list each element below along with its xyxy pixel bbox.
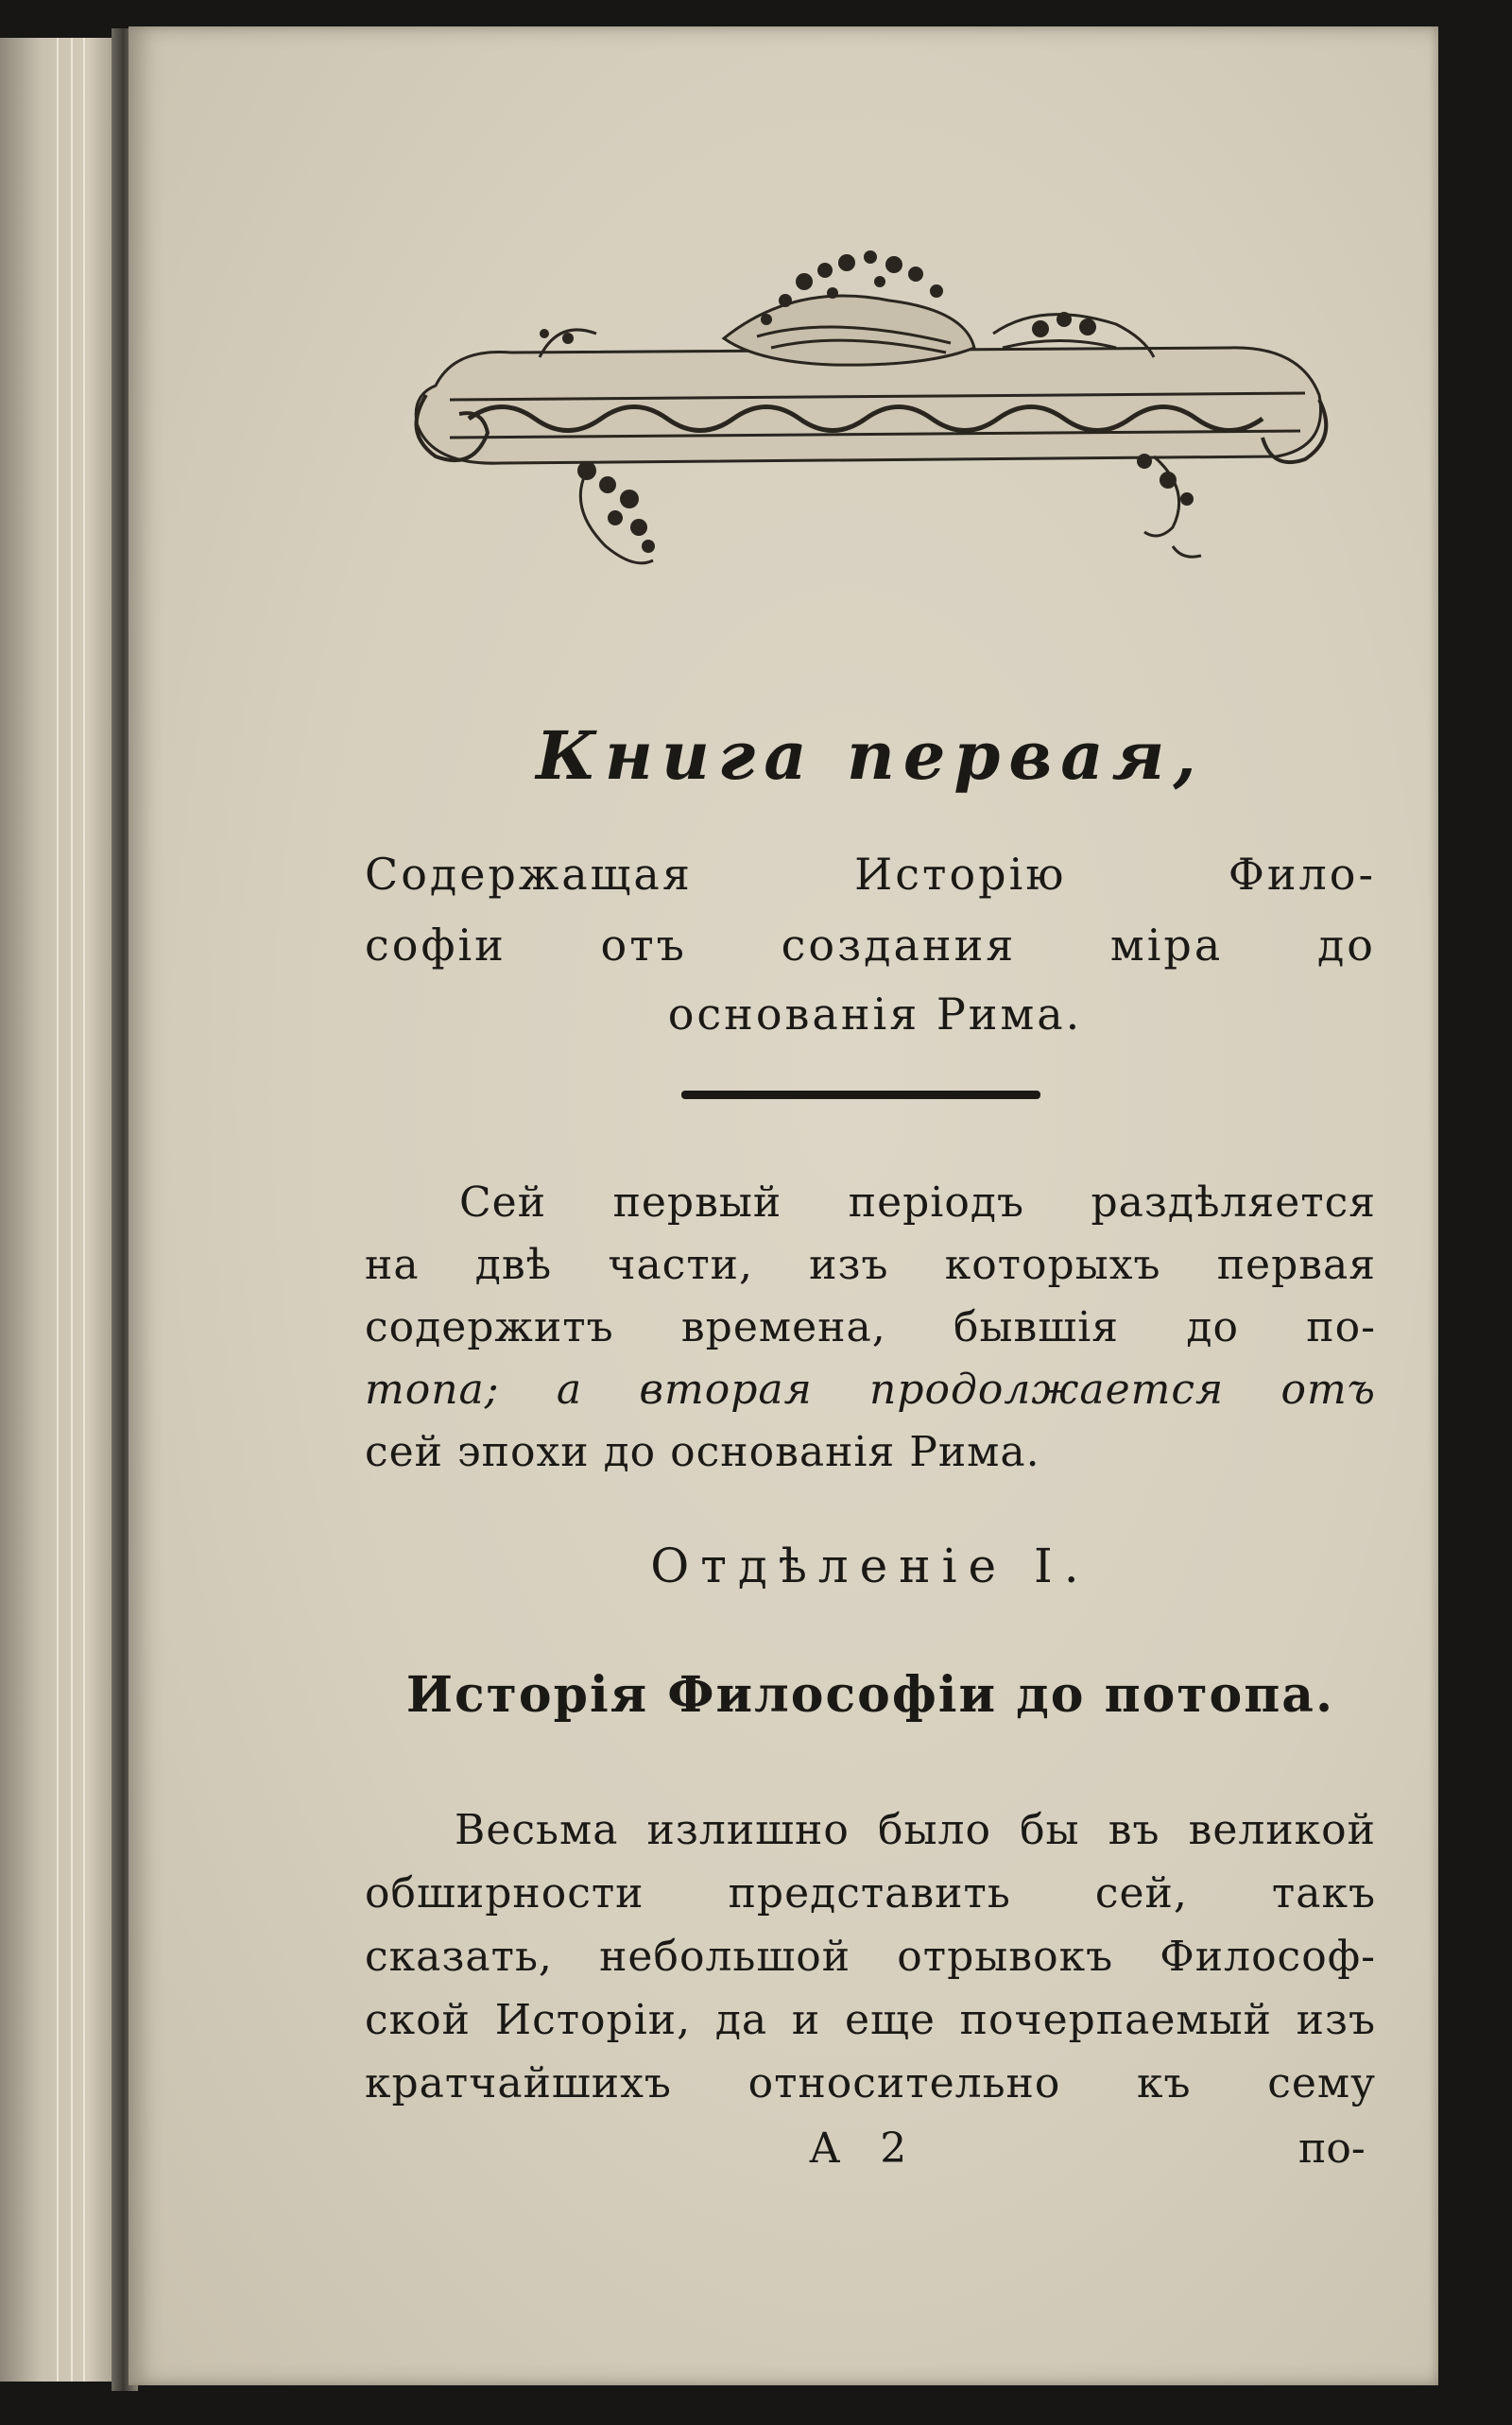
body-paragraph [365,1798,1376,2115]
section-title: Исторія Философіи до потопа. [405,1666,1335,1724]
subtitle-line: основанія Рима. [667,989,1083,1040]
paragraph-line: топа; а вторая продолжается отъ [365,1366,1376,1414]
subtitle-line: софіи отъ создания міра до [365,920,1376,971]
intro-paragraph [365,1172,1376,1484]
paragraph-line: сказать, небольшой отрывокъ Философ- [365,1933,1376,1981]
paragraph-line: ской Исторіи, да и еще почерпаемый изъ [365,1996,1376,2044]
paragraph-line: кратчайшихъ относительно къ сему [365,2059,1376,2107]
section-label: Отдѣленіе I. [650,1539,1091,1593]
left-page-edge [0,38,118,2382]
paragraph-line: обширности представить сей, такъ [365,1869,1376,1918]
signature-mark: А 2 [809,2124,920,2173]
headpiece-ornament-icon [398,244,1333,603]
page-edge-line [83,38,85,2382]
page-edge-line [57,38,59,2382]
paragraph-line: содержитъ времена, бывшія до по- [365,1303,1376,1351]
catchword: по- [1298,2124,1366,2173]
book-page [129,26,1438,2385]
paragraph-line: на двѣ части, изъ которыхъ первая [365,1241,1376,1289]
page-edge-line [71,38,73,2382]
paragraph-line: сей эпохи до основанія Рима. [365,1428,1040,1476]
divider-rule [681,1091,1040,1099]
subtitle-line: Содержащая Исторію Фило- [365,849,1376,900]
paragraph-line: Весьма излишно было бы въ великой [455,1806,1376,1854]
paragraph-line: Сей первый періодъ раздѣляется [459,1178,1376,1227]
book-title: Книга первая, [536,716,1205,795]
